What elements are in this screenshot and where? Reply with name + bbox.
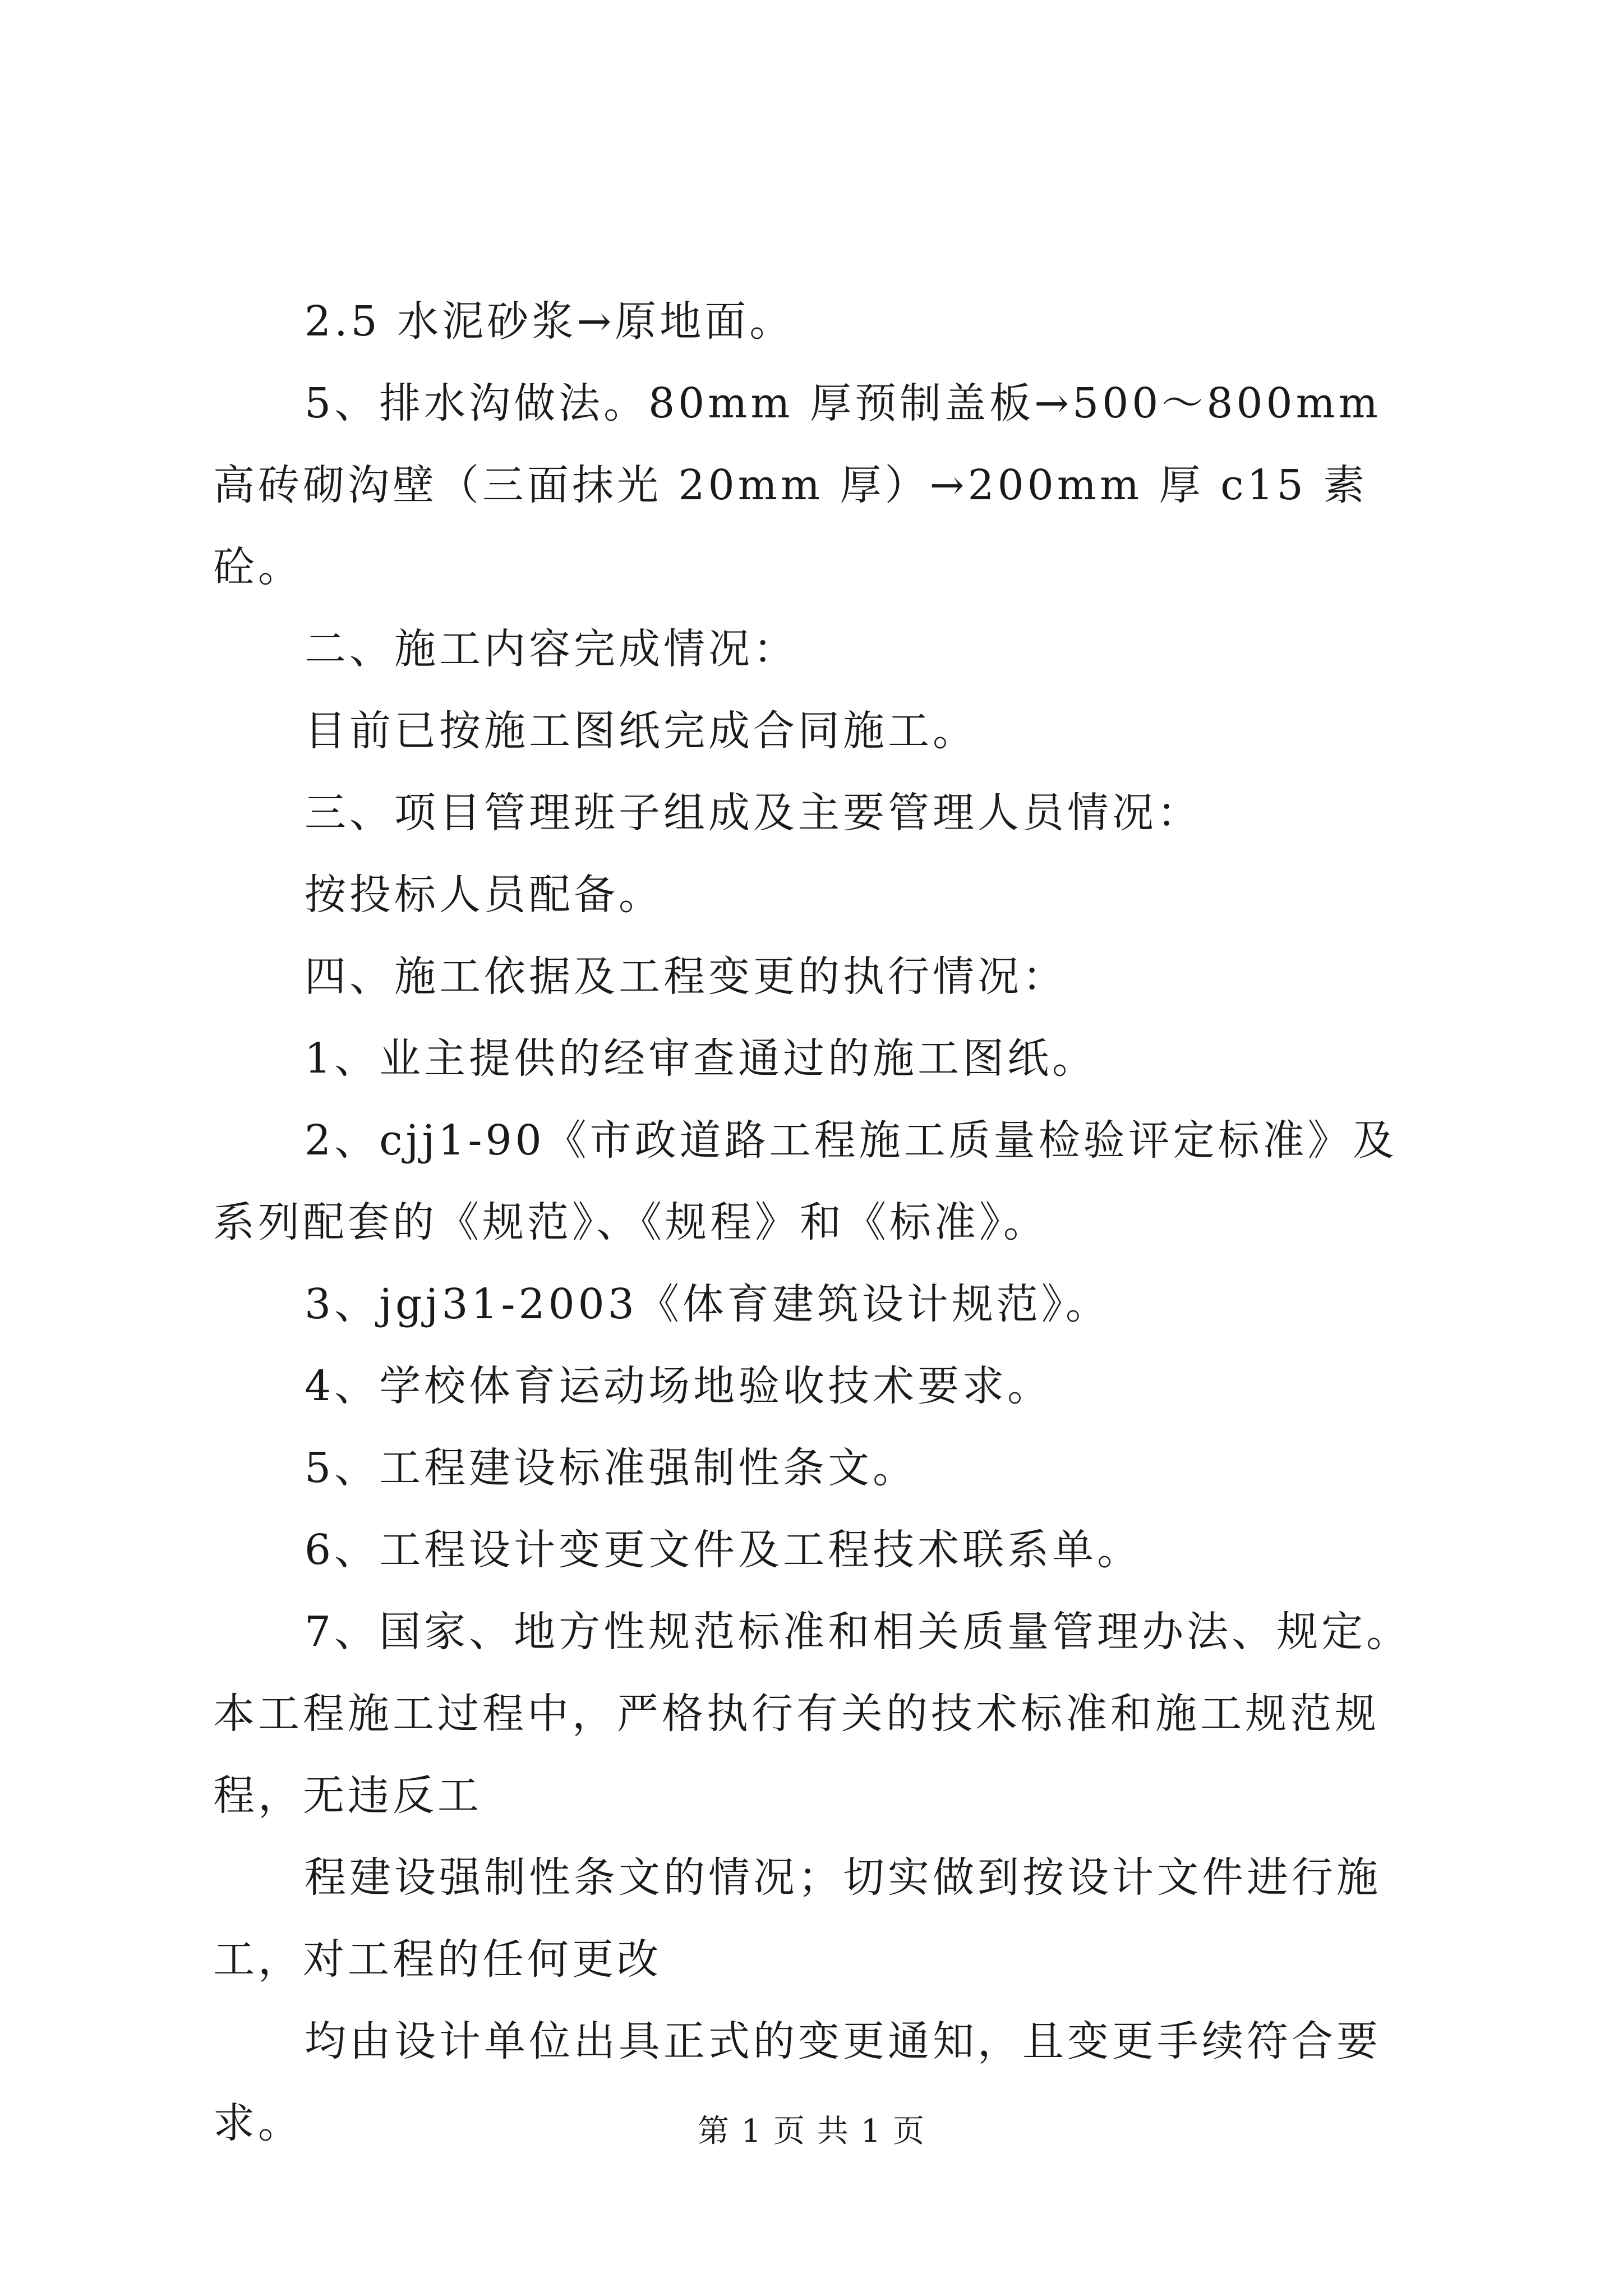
document-body [213, 280, 1436, 2164]
paragraph: 5、排水沟做法。80mm 厚预制盖板→500～800mm 高砖砌沟壁（三面抹光 20mm 厚）→200mm 厚 c15 素砼。 [213, 379, 1381, 591]
list-item: 4、学校体育运动场地验收技术要求。 [305, 1362, 1053, 1410]
section-heading: 四、施工依据及工程变更的执行情况： [305, 953, 1067, 1001]
paragraph: 按投标人员配备。 [305, 871, 663, 919]
paragraph: 目前已按施工图纸完成合同施工。 [305, 707, 978, 755]
page-number-footer: 第 1 页 共 1 页 [697, 2113, 926, 2150]
paragraph: 程建设强制性条文的情况；切实做到按设计文件进行施工，对工程的任何更改 [213, 1853, 1381, 1984]
list-item: 3、jgj31-2003《体育建筑设计规范》。 [305, 1280, 1110, 1328]
section-heading: 三、项目管理班子组成及主要管理人员情况： [305, 789, 1202, 837]
list-item: 2、cjj1-90《市政道路工程施工质量检验评定标准》及系列配套的《规范》、《规程》和《标准》。 [213, 1116, 1398, 1246]
section-heading: 二、施工内容完成情况： [305, 625, 798, 673]
list-item: 1、业主提供的经审查通过的施工图纸。 [305, 1034, 1098, 1083]
list-item: 7、国家、地方性规范标准和相关质量管理办法、规定。本工程施工过程中，严格执行有关的技术标准和施工规范规程，无违反工 [213, 1608, 1412, 1820]
list-item: 6、工程设计变更文件及工程技术联系单。 [305, 1526, 1142, 1574]
list-item: 5、工程建设标准强制性条文。 [305, 1444, 918, 1492]
paragraph: 均由设计单位出具正式的变更通知，且变更手续符合要求。 [213, 2017, 1381, 2147]
paragraph: 2.5 水泥砂浆→原地面。 [305, 297, 795, 346]
